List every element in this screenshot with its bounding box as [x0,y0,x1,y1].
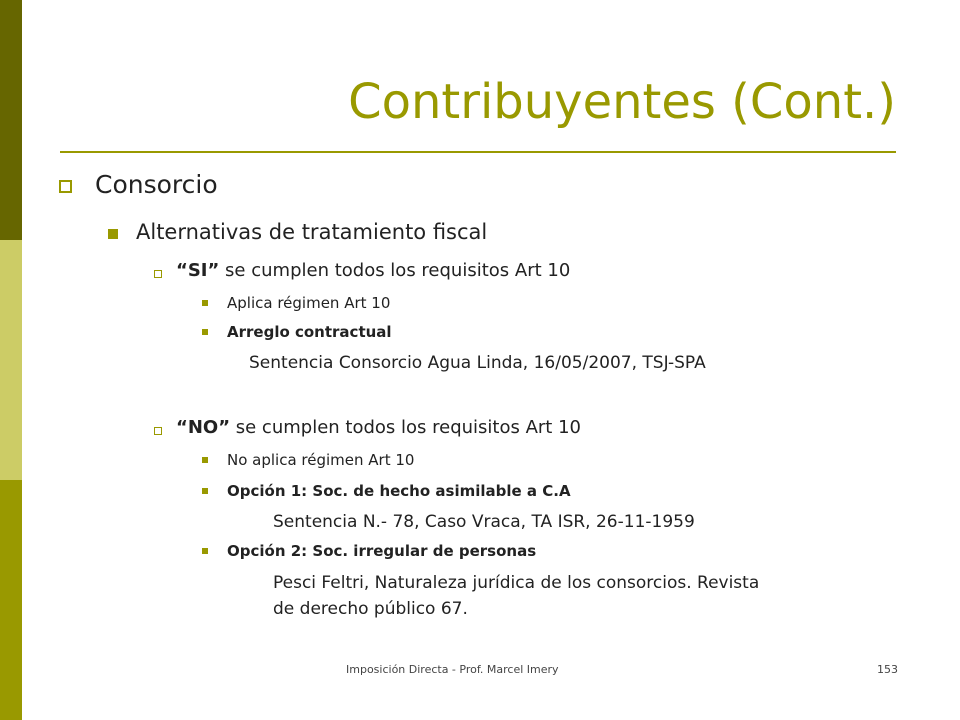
no-heading-rest: se cumplen todos los requisitos Art 10 [230,417,581,438]
no-citation-2-line-1: Pesci Feltri, Naturaleza jurídica de los consorcios. Revista [273,573,760,593]
bullet-no [176,417,581,438]
no-item-3-text: Opción 2: Soc. irregular de personas [227,542,537,560]
tiny-square-bullet-icon [202,548,208,554]
slide-title: Contribuyentes (Cont.) [348,74,896,130]
si-item-1-text: Aplica régimen Art 10 [227,294,391,312]
side-band-top [0,0,22,240]
side-band-bottom [0,480,22,720]
bullet-si [176,260,570,281]
small-square-bullet-icon [154,270,162,278]
tiny-square-bullet-icon [202,300,208,306]
no-quoted: “NO” [176,417,231,438]
si-item-2 [227,323,392,341]
bullet-alternativas-text: Alternativas de tratamiento fiscal [136,220,488,244]
small-square-bullet-icon [154,427,162,435]
bullet-alternativas [136,220,487,244]
title-divider [60,151,896,153]
side-band-middle [0,240,22,480]
tiny-square-bullet-icon [202,329,208,335]
tiny-square-bullet-icon [202,488,208,494]
page-number: 153 [877,663,898,676]
si-item-1 [227,294,390,312]
no-item-1-text: No aplica régimen Art 10 [227,451,415,469]
si-item-2-text: Arreglo contractual [227,323,392,341]
no-citation-1: Sentencia N.- 78, Caso Vraca, TA ISR, 26-11-1959 [273,512,695,532]
bullet-consorcio [95,170,218,199]
no-item-2-text: Opción 1: Soc. de hecho asimilable a C.A [227,482,571,500]
no-item-3 [227,542,536,560]
si-heading-rest: se cumplen todos los requisitos Art 10 [219,260,571,281]
tiny-square-bullet-icon [202,457,208,463]
square-bullet-icon [59,180,72,193]
filled-square-bullet-icon [108,229,118,239]
si-quoted: “SI” [176,260,220,281]
si-citation: Sentencia Consorcio Agua Linda, 16/05/2007, TSJ-SPA [249,353,706,373]
no-citation-2-line-2: de derecho público 67. [273,599,468,619]
no-item-1 [227,451,414,469]
footer-text: Imposición Directa - Prof. Marcel Imery [346,663,559,676]
no-item-2 [227,482,571,500]
bullet-consorcio-text: Consorcio [95,170,218,199]
